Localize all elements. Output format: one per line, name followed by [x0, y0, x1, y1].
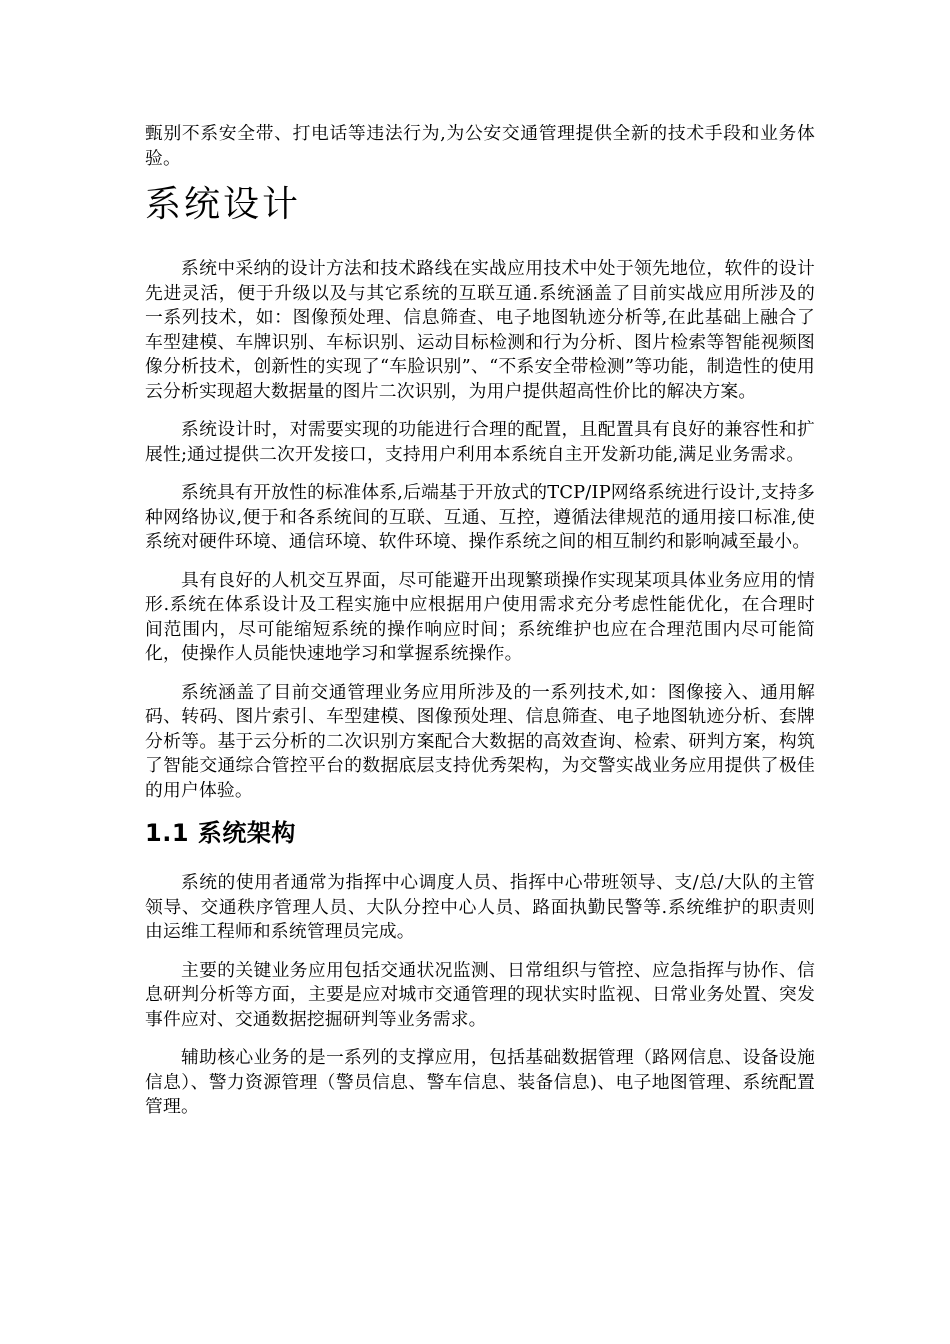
section-paragraph-3: 系统具有开放性的标准体系,后端基于开放式的TCP/IP网络系统进行设计,支持多种网络协议,便于和各系统间的互联、互通、互控，遵循法律规范的通用接口标准,使系统对硬件环境、通信环境、软件环境、操作系统之间的相互制约和影响减至最小。: [145, 482, 815, 552]
section-paragraph-4: 具有良好的人机交互界面，尽可能避开出现繁琐操作实现某项具体业务应用的情形.系统在体系设计及工程实施中应根据用户使用需求充分考虑性能优化，在合理时间范围内，尽可能缩短系统的操作响应时间；系统维护也应在合理范围内尽可能简化，使操作人员能快速地学习和掌握系统操作。: [145, 569, 815, 664]
subsection-title: 1.1 系统架构: [145, 819, 296, 847]
section-paragraph-2: 系统设计时，对需要实现的功能进行合理的配置，且配置具有良好的兼容性和扩展性;通过提供二次开发接口，支持用户利用本系统自主开发新功能,满足业务需求。: [145, 419, 815, 465]
subsection-paragraph-3: 辅助核心业务的是一系列的支撑应用，包括基础数据管理（路网信息、设备设施信息）、警力资源管理（警员信息、警车信息、装备信息)、电子地图管理、系统配置管理。: [145, 1047, 815, 1117]
subsection-paragraph-2: 主要的关键业务应用包括交通状况监测、日常组织与管控、应急指挥与协作、信息研判分析等方面，主要是应对城市交通管理的现状实时监视、日常业务处置、突发事件应对、交通数据挖掘研判等业务需求。: [145, 959, 815, 1030]
section-paragraph-5: 系统涵盖了目前交通管理业务应用所涉及的一系列技术,如：图像接入、通用解码、转码、图片索引、车型建模、图像预处理、信息筛查、电子地图轨迹分析、套牌分析等。基于云分析的二次识别方案配合大数据的高效查询、检索、研判方案，构筑了智能交通综合管控平台的数据底层支持优秀架构，为交警实战业务应用提供了极佳的用户体验。: [145, 681, 815, 801]
document-page: [145, 122, 815, 1134]
subsection-paragraph-1: 系统的使用者通常为指挥中心调度人员、指挥中心带班领导、支/总/大队的主管领导、交通秩序管理人员、大队分控中心人员、路面执勤民警等.系统维护的职责则由运维工程师和系统管理员完成。: [145, 872, 815, 942]
intro-continuation-paragraph: 甄别不系安全带、打电话等违法行为,为公安交通管理提供全新的技术手段和业务体验。: [145, 123, 815, 169]
section-title: 系统设计: [145, 184, 302, 225]
section-paragraph-1: 系统中采纳的设计方法和技术路线在实战应用技术中处于领先地位，软件的设计先进灵活，便于升级以及与其它系统的互联互通.系统涵盖了目前实战应用所涉及的一系列技术，如：图像预处理、信息筛查、电子地图轨迹分析等,在此基础上融合了车型建模、车牌识别、车标识别、运动目标检测和行为分析、图片检索等智能视频图像分析技术，创新性的实现了“车脸识别”、“不系安全带检测”等功能，制造性的使用云分析实现超大数据量的图片二次识别，为用户提供超高性价比的解决方案。: [145, 258, 815, 402]
